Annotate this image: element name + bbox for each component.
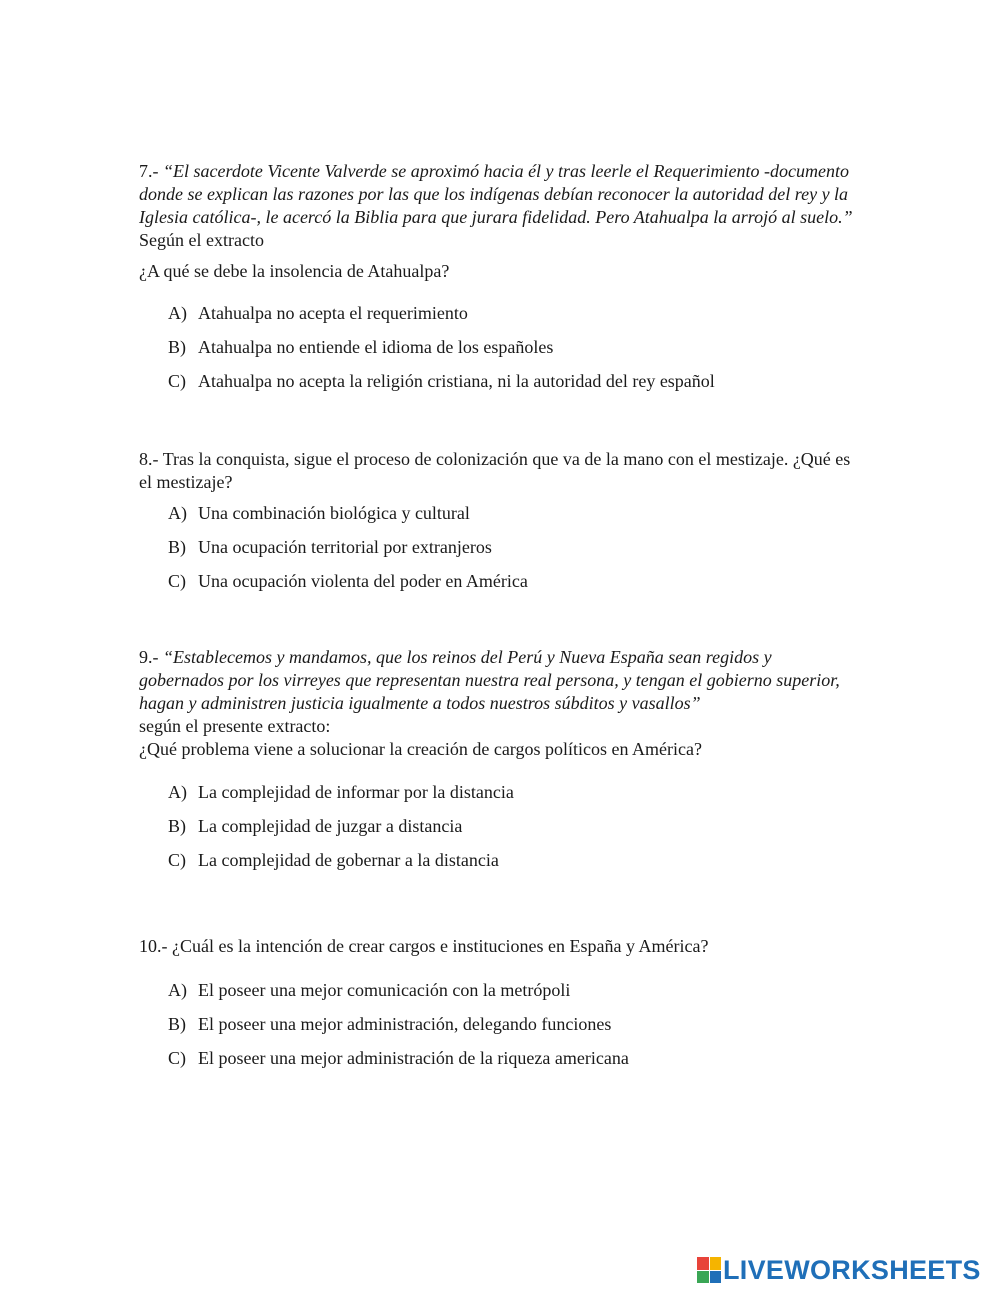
question-tail: Según el extracto	[139, 230, 264, 250]
option-letter: B)	[168, 537, 186, 557]
option-letter: A)	[168, 303, 187, 323]
option-text: Una ocupación violenta del poder en América	[198, 571, 528, 591]
option-text: Atahualpa no acepta el requerimiento	[198, 303, 468, 323]
question-10	[139, 935, 859, 958]
question-quote: “El sacerdote Vicente Valverde se aproximó hacia él y tras leerle el Requerimiento -documento donde se explican las razones por las que los indígenas debían reconocer la autoridad del rey y la Iglesia católica-, le acercó la Biblia para que jurara fidelidad. Pero Atahualpa la arrojó al suelo.”	[139, 161, 853, 227]
option-text: La complejidad de juzgar a distancia	[198, 816, 463, 836]
question-number: 8.-	[139, 449, 159, 469]
question-7	[139, 160, 859, 283]
option-text: El poseer una mejor administración de la riqueza americana	[198, 1048, 629, 1068]
option-c[interactable]	[168, 569, 528, 593]
logo-text: LIVEWORKSHEETS	[723, 1254, 981, 1285]
option-a[interactable]	[168, 501, 470, 525]
option-text: Atahualpa no entiende el idioma de los españoles	[198, 337, 554, 357]
option-letter: B)	[168, 337, 186, 357]
question-prompt: ¿Qué problema viene a solucionar la creación de cargos políticos en América?	[139, 739, 702, 759]
option-text: Atahualpa no acepta la religión cristiana, ni la autoridad del rey español	[198, 371, 715, 391]
option-letter: C)	[168, 850, 186, 870]
question-prompt: ¿A qué se debe la insolencia de Atahualpa?	[139, 261, 450, 281]
logo-square-green	[697, 1271, 709, 1284]
option-text: El poseer una mejor administración, delegando funciones	[198, 1014, 612, 1034]
logo-square-yellow	[710, 1257, 722, 1270]
option-letter: A)	[168, 503, 187, 523]
option-letter: A)	[168, 782, 187, 802]
option-letter: C)	[168, 1048, 186, 1068]
option-text: La complejidad de informar por la distancia	[198, 782, 514, 802]
option-b[interactable]	[168, 535, 492, 559]
option-b[interactable]	[168, 1012, 611, 1036]
logo-square-blue	[710, 1271, 722, 1284]
option-letter: C)	[168, 571, 186, 591]
question-9	[139, 646, 859, 761]
question-number: 7.-	[139, 161, 159, 181]
option-c[interactable]	[168, 369, 715, 393]
question-quote: “Establecemos y mandamos, que los reinos del Perú y Nueva España sean regidos y gobernados por los virreyes que representan nuestra real persona, y tengan el gobierno superior, hagan y administren justicia igualmente a todos nuestros súbditos y vasallos”	[139, 647, 840, 713]
option-a[interactable]	[168, 301, 468, 325]
option-b[interactable]	[168, 814, 462, 838]
option-text: Una ocupación territorial por extranjeros	[198, 537, 492, 557]
option-c[interactable]	[168, 1046, 629, 1070]
option-a[interactable]	[168, 780, 514, 804]
option-letter: A)	[168, 980, 187, 1000]
question-8	[139, 448, 859, 494]
option-c[interactable]	[168, 848, 499, 872]
option-text: Una combinación biológica y cultural	[198, 503, 470, 523]
question-number: 9.-	[139, 647, 159, 667]
option-a[interactable]	[168, 978, 570, 1002]
question-text: Tras la conquista, sigue el proceso de colonización que va de la mano con el mestizaje. ¿Qué es el mestizaje?	[139, 449, 851, 492]
option-b[interactable]	[168, 335, 553, 359]
option-letter: C)	[168, 371, 186, 391]
question-text: ¿Cuál es la intención de crear cargos e instituciones en España y América?	[172, 936, 709, 956]
logo-mark-icon	[697, 1257, 721, 1283]
question-tail: según el presente extracto:	[139, 716, 331, 736]
question-number: 10.-	[139, 936, 168, 956]
liveworksheets-logo	[697, 1256, 981, 1284]
option-letter: B)	[168, 816, 186, 836]
option-text: La complejidad de gobernar a la distancia	[198, 850, 499, 870]
option-letter: B)	[168, 1014, 186, 1034]
option-text: El poseer una mejor comunicación con la metrópoli	[198, 980, 571, 1000]
logo-square-red	[697, 1257, 709, 1270]
